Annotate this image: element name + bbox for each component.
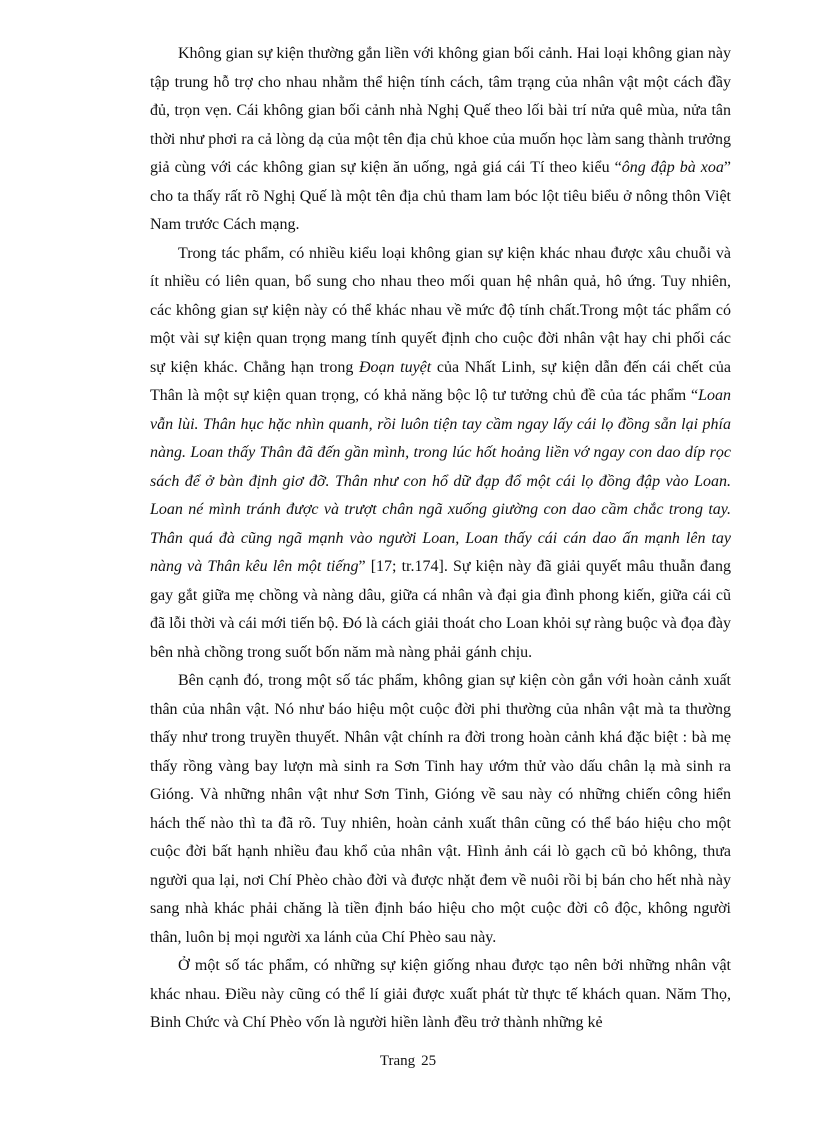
paragraph-1 (150, 40, 731, 240)
p4-text-1: Ở một số tác phẩm, có những sự kiện giống nhau được tạo nên bởi những nhân vật khác nhau. Điều này cũng có thể lí giải được xuất phát từ thực tế khách quan. Năm Thọ, Binh Chức và Chí Phèo vốn là người hiền lành đều trở thành những kẻ (150, 957, 731, 1031)
p2-quotation: Loan vẫn lùi. Thân hục hặc nhìn quanh, rồi luôn tiện tay cầm ngay lấy cái lọ đồng sẵn lại phía nàng. Loan thấy Thân đã đến gần mình, trong lúc hốt hoảng liền vớ ngay con dao díp rọc sách để ở bàn định giơ đỡ. Thân như con hổ dữ đạp đổ một cái lọ đồng đập vào Loan. Loan né mình tránh được và trượt chân ngã xuống giường con dao cầm chắc trong tay. Thân quá đà cũng ngã mạnh vào người Loan, Loan thấy cái cán dao ấn mạnh lên tay nàng và Thân kêu lên một tiếng (150, 387, 731, 575)
page-footer (0, 1053, 816, 1070)
p2-text-1: Trong tác phẩm, có nhiều kiểu loại không gian sự kiện khác nhau được xâu chuỗi và ít nhiều có liên quan, bổ sung cho nhau theo mối quan hệ nhân quả, hô ứng. Tuy nhiên, các không gian sự kiện này có thể khác nhau về mức độ tính chất.Trong một tác phẩm có một vài sự kiện quan trọng mang tính quyết định cho cuộc đời nhân vật hay chi phối các sự kiện khác. Chẳng hạn trong (150, 244, 731, 376)
p1-text-2: ” cho ta thấy rất rõ Nghị Quế là một tên địa chủ tham lam bóc lột tiêu biểu ở nông thôn Việt Nam trước Cách mạng. (150, 159, 731, 233)
paragraph-4 (150, 952, 731, 1038)
p3-text-1: Bên cạnh đó, trong một số tác phẩm, không gian sự kiện còn gắn với hoàn cảnh xuất thân của nhân vật. Nó như báo hiệu một cuộc đời phi thường của nhân vật mà ta thường thấy như trong truyền thuyết. Nhân vật chính ra đời trong hoàn cảnh khá đặc biệt : bà mẹ thấy rồng vàng bay lượn mà sinh ra Sơn Tinh hay ướm thử vào dấu chân lạ mà sinh ra Gióng. Và những nhân vật như Sơn Tinh, Gióng về sau này có những chiến công hiển hách thế nào thì ta đã rõ. Tuy nhiên, hoàn cảnh xuất thân cũng có thể báo hiệu cho một cuộc đời bất hạnh nhiều đau khổ của nhân vật. Hình ảnh cái lò gạch cũ bỏ không, thưa người qua lại, nơi Chí Phèo chào đời và được nhặt đem về nuôi rồi bị bán cho hết nhà này sang nhà khác phải chăng là tiền định báo hiệu cho một cuộc đời cô độc, không người thân, luôn bị mọi người xa lánh của Chí Phèo sau này. (150, 672, 731, 946)
paragraph-3 (150, 667, 731, 952)
p2-text-3: ” [17; tr.174]. Sự kiện này đã giải quyết mâu thuẫn đang gay gắt giữa mẹ chồng và nàng dâu, giữa cá nhân và đại gia đình phong kiến, giữa cái cũ đã lỗi thời và cái mới tiến bộ. Đó là cách giải thoát cho Loan khỏi sự ràng buộc và đọa đày bên nhà chồng trong suốt bốn năm mà nàng phải gánh chịu. (150, 558, 731, 661)
p2-text-2: của Nhất Linh, sự kiện dẫn đến cái chết của Thân là một sự kiện quan trọng, có khả năng bộc lộ tư tưởng chủ đề của tác phẩm “ (150, 358, 732, 404)
page-number: 25 (421, 1053, 437, 1069)
page-label: Trang (379, 1053, 416, 1069)
document-page (150, 40, 731, 1038)
p1-text-1: Không gian sự kiện thường gắn liền với không gian bối cảnh. Hai loại không gian này tập trung hỗ trợ cho nhau nhằm thể hiện tính cách, tâm trạng của nhân vật một cách đầy đủ, trọn vẹn. Cái không gian bối cảnh nhà Nghị Quế theo lối bài trí nửa quê mùa, nửa tân thời như phơi ra cả lòng dạ của một tên địa chủ khoe của muốn học làm sang thành trưởng giả cùng với các không gian sự kiện ăn uống, ngả giá cái Tí theo kiểu “ (150, 45, 731, 176)
paragraph-2 (150, 240, 731, 668)
p2-book-title: Đoạn tuyệt (358, 358, 432, 376)
p1-italic-phrase: ông đập bà xoa (621, 159, 724, 176)
